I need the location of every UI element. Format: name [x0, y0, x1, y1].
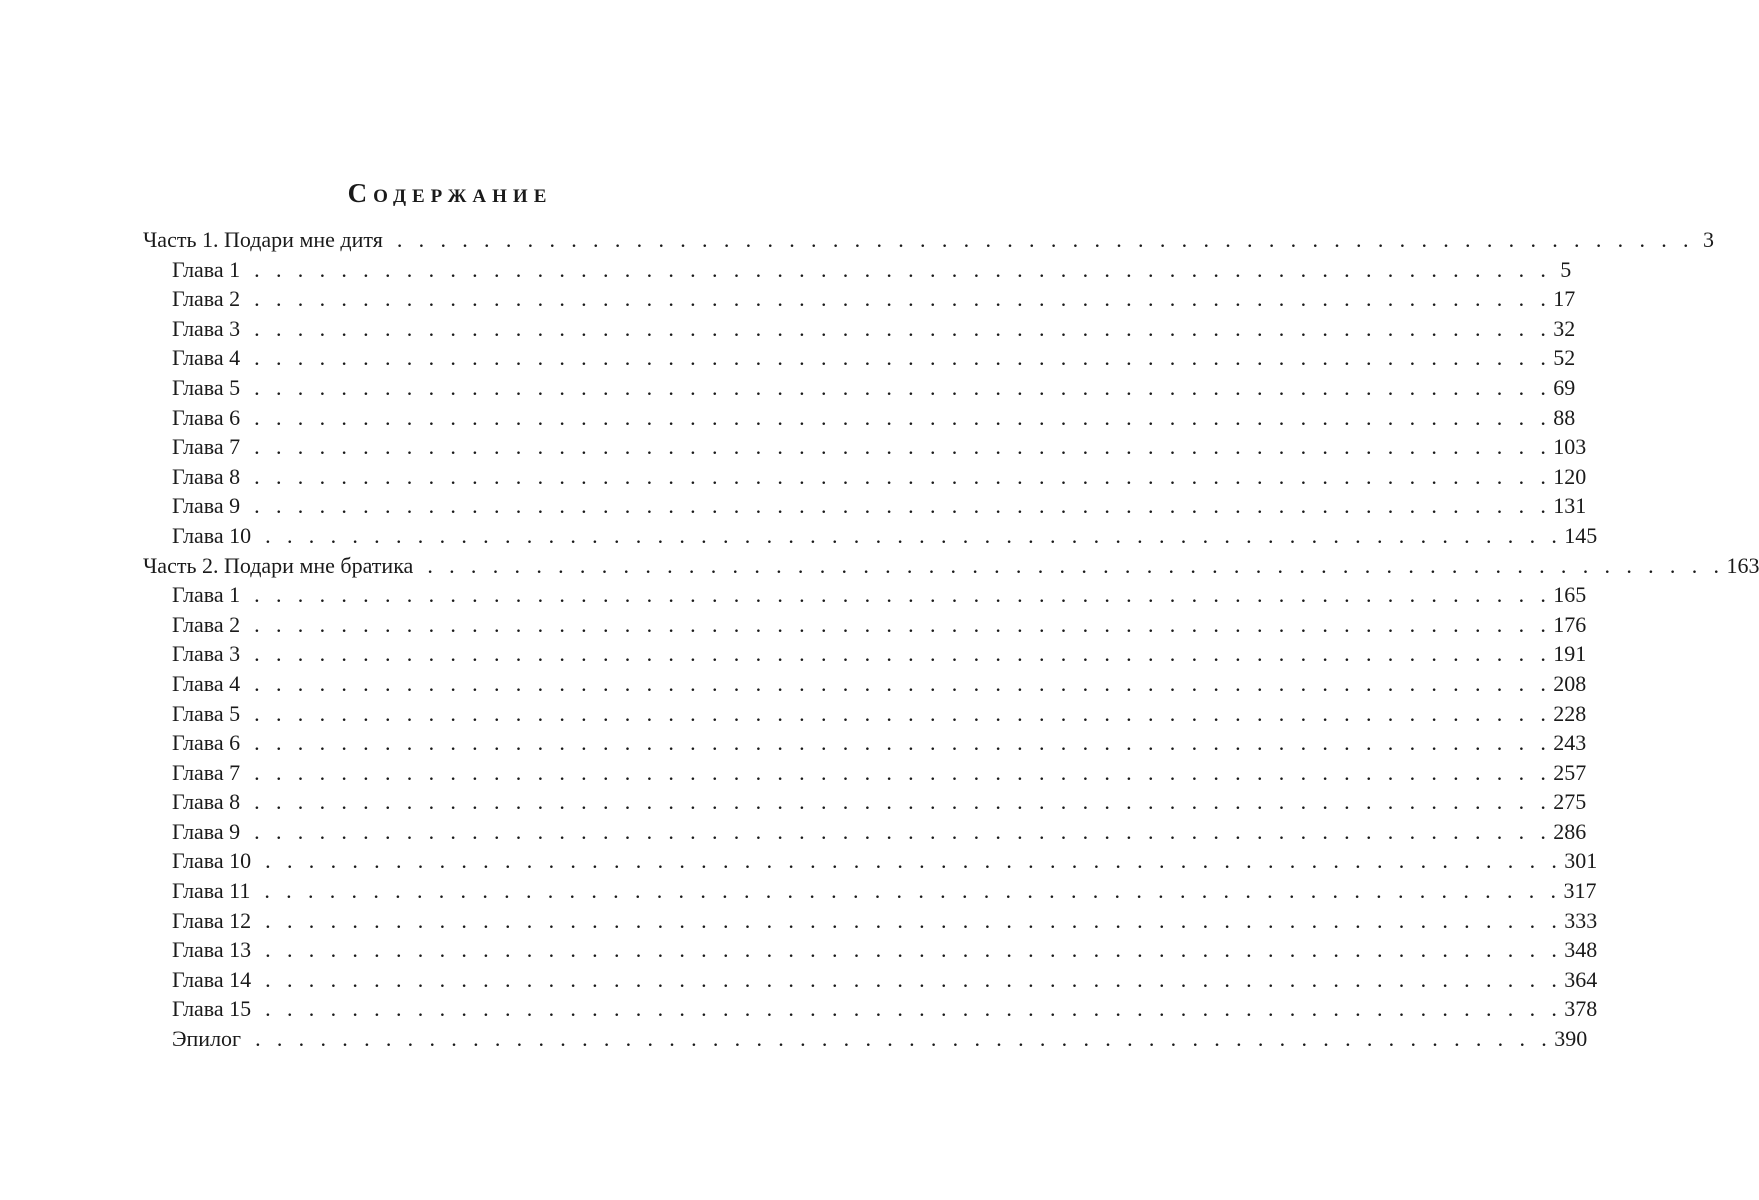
dot-leader: . . . . . . . . . . . . . . . . . . . . . . . . . . . . . . . . . . . . . . . . . . . . . . . . . . . . . . . . . . . .: [254, 582, 1552, 608]
toc-entry-label: Глава 8: [172, 789, 241, 815]
toc-chapter-entry[interactable]: [143, 758, 1587, 788]
toc-entry-label: Глава 1: [172, 256, 241, 282]
toc-chapter-entry[interactable]: [143, 846, 1598, 876]
toc-entry-label: Глава 9: [172, 818, 241, 844]
dot-leader: . . . . . . . . . . . . . . . . . . . . . . . . . . . . . . . . . . . . . . . . . . . . . . . . . . . . . . . . . . . .: [254, 345, 1552, 371]
toc-chapter-entry[interactable]: [143, 403, 1576, 433]
toc-chapter-entry[interactable]: [143, 965, 1598, 995]
toc-entry-label: Глава 12: [172, 907, 252, 933]
toc-chapter-entry[interactable]: [143, 994, 1598, 1024]
toc-page-number: 165: [1553, 582, 1587, 608]
toc-chapter-entry[interactable]: [143, 906, 1598, 936]
toc-entry-label: Глава 11: [172, 878, 251, 904]
dot-leader: . . . . . . . . . . . . . . . . . . . . . . . . . . . . . . . . . . . . . . . . . . . . . . . . . . . . . . . . . . . .: [396, 227, 1694, 252]
dot-leader: . . . . . . . . . . . . . . . . . . . . . . . . . . . . . . . . . . . . . . . . . . . . . . . . . . . . . . . . . . . .: [254, 493, 1552, 519]
toc-page-number: 176: [1553, 611, 1587, 637]
toc-entry-label: Глава 1: [172, 582, 241, 608]
toc-entry-label: Глава 14: [172, 966, 252, 992]
toc-page-number: 163: [1726, 552, 1759, 578]
dot-leader: . . . . . . . . . . . . . . . . . . . . . . . . . . . . . . . . . . . . . . . . . . . . . . . . . . . . . . . . . . . .: [254, 759, 1552, 785]
dot-leader: . . . . . . . . . . . . . . . . . . . . . . . . . . . . . . . . . . . . . . . . . . . . . . . . . . . . . . . . . . . .: [254, 818, 1552, 844]
dot-leader: . . . . . . . . . . . . . . . . . . . . . . . . . . . . . . . . . . . . . . . . . . . . . . . . . . . . . . . . . . . .: [254, 641, 1552, 667]
toc-page-number: 333: [1564, 907, 1598, 933]
toc-chapter-entry[interactable]: [143, 935, 1598, 965]
toc-chapter-entry[interactable]: [143, 699, 1587, 729]
toc-page-number: 390: [1554, 1026, 1588, 1052]
toc-entry-label: Глава 6: [172, 404, 241, 430]
toc-chapter-entry[interactable]: [143, 787, 1587, 817]
toc-page-number: 257: [1553, 759, 1587, 785]
toc-page-number: 275: [1553, 789, 1587, 815]
dot-leader: . . . . . . . . . . . . . . . . . . . . . . . . . . . . . . . . . . . . . . . . . . . . . . . . . . . . . . . . . . . .: [254, 730, 1552, 756]
toc-entry-label: Глава 4: [172, 670, 241, 696]
toc-entry-label: Глава 13: [172, 937, 252, 963]
dot-leader: . . . . . . . . . . . . . . . . . . . . . . . . . . . . . . . . . . . . . . . . . . . . . . . . . . . . . . . . . . . .: [254, 374, 1552, 400]
toc-chapter-entry[interactable]: [143, 432, 1587, 462]
toc-entry-label: Глава 15: [172, 996, 252, 1022]
toc-entry-label: Глава 8: [172, 463, 241, 489]
toc-page-number: 3: [1702, 227, 1714, 252]
dot-leader: . . . . . . . . . . . . . . . . . . . . . . . . . . . . . . . . . . . . . . . . . . . . . . . . . . . . . . . . . . . .: [265, 937, 1563, 963]
toc-page-number: 191: [1553, 641, 1587, 667]
toc-entry-label: Глава 5: [172, 374, 241, 400]
toc-page-number: 17: [1553, 286, 1576, 312]
toc-chapter-entry[interactable]: [143, 491, 1587, 521]
toc-chapter-entry[interactable]: [143, 462, 1587, 492]
toc-page-number: 317: [1563, 878, 1597, 904]
toc-entry-label: Глава 4: [172, 345, 241, 371]
toc-chapter-entry[interactable]: [143, 521, 1598, 551]
toc-entry-label: Глава 10: [172, 522, 252, 548]
dot-leader: . . . . . . . . . . . . . . . . . . . . . . . . . . . . . . . . . . . . . . . . . . . . . . . . . . . . . . . . . . . .: [254, 286, 1552, 312]
toc-page-number: 103: [1553, 434, 1587, 460]
toc-entry-label: Часть 2. Подари мне братика: [143, 552, 414, 578]
dot-leader: . . . . . . . . . . . . . . . . . . . . . . . . . . . . . . . . . . . . . . . . . . . . . . . . . . . . . . . . . . . .: [254, 434, 1552, 460]
toc-chapter-entry[interactable]: [143, 580, 1587, 610]
toc-page-number: 145: [1564, 522, 1598, 548]
toc-entry-label: Глава 7: [172, 434, 241, 460]
toc-page-number: 243: [1553, 730, 1587, 756]
toc-page-number: 208: [1553, 670, 1587, 696]
toc-entry-label: Часть 1. Подари мне дитя: [143, 227, 383, 252]
toc-page-number: 131: [1553, 493, 1587, 519]
dot-leader: . . . . . . . . . . . . . . . . . . . . . . . . . . . . . . . . . . . . . . . . . . . . . . . . . . . . . . . . . . . .: [265, 848, 1563, 874]
toc-chapter-entry[interactable]: [143, 314, 1576, 344]
toc-entry-label: Глава 10: [172, 848, 252, 874]
toc-chapter-entry[interactable]: [143, 343, 1576, 373]
dot-leader: . . . . . . . . . . . . . . . . . . . . . . . . . . . . . . . . . . . . . . . . . . . . . . . . . . . . . . . . . . . .: [254, 463, 1552, 489]
dot-leader: . . . . . . . . . . . . . . . . . . . . . . . . . . . . . . . . . . . . . . . . . . . . . . . . . . . . . . . . . . . .: [255, 1026, 1553, 1052]
toc-part-entry[interactable]: [143, 551, 1759, 581]
toc-page-number: 88: [1553, 404, 1576, 430]
toc-entry-label: Глава 7: [172, 759, 241, 785]
toc-chapter-entry[interactable]: [143, 728, 1587, 758]
toc-page-number: 69: [1553, 374, 1576, 400]
toc-chapter-entry[interactable]: [143, 284, 1576, 314]
toc-chapter-entry[interactable]: [143, 817, 1587, 847]
toc-page-number: 52: [1553, 345, 1576, 371]
dot-leader: . . . . . . . . . . . . . . . . . . . . . . . . . . . . . . . . . . . . . . . . . . . . . . . . . . . . . . . . . . . .: [254, 256, 1552, 282]
toc-chapter-entry[interactable]: [143, 669, 1587, 699]
toc-entry-label: Глава 6: [172, 730, 241, 756]
dot-leader: . . . . . . . . . . . . . . . . . . . . . . . . . . . . . . . . . . . . . . . . . . . . . . . . . . . . . . . . . . . .: [254, 789, 1552, 815]
dot-leader: . . . . . . . . . . . . . . . . . . . . . . . . . . . . . . . . . . . . . . . . . . . . . . . . . . . . . . . . . . . .: [254, 700, 1552, 726]
toc-chapter-entry[interactable]: [143, 1024, 1588, 1054]
toc-chapter-entry[interactable]: [143, 610, 1587, 640]
toc-entry-label: Глава 3: [172, 641, 241, 667]
dot-leader: . . . . . . . . . . . . . . . . . . . . . . . . . . . . . . . . . . . . . . . . . . . . . . . . . . . . . . . . . . . .: [265, 907, 1563, 933]
toc-chapter-entry[interactable]: [143, 373, 1576, 403]
toc-chapter-entry[interactable]: [143, 255, 1572, 285]
dot-leader: . . . . . . . . . . . . . . . . . . . . . . . . . . . . . . . . . . . . . . . . . . . . . . . . . . . . . . . . . . . .: [427, 552, 1725, 578]
toc-entry-label: Глава 5: [172, 700, 241, 726]
toc-page-number: 32: [1553, 315, 1576, 341]
toc-entry-label: Глава 2: [172, 286, 241, 312]
dot-leader: . . . . . . . . . . . . . . . . . . . . . . . . . . . . . . . . . . . . . . . . . . . . . . . . . . . . . . . . . . . .: [265, 996, 1563, 1022]
toc-page-number: 120: [1553, 463, 1587, 489]
toc-entry-label: Глава 3: [172, 315, 241, 341]
dot-leader: . . . . . . . . . . . . . . . . . . . . . . . . . . . . . . . . . . . . . . . . . . . . . . . . . . . . . . . . . . . .: [264, 878, 1562, 904]
dot-leader: . . . . . . . . . . . . . . . . . . . . . . . . . . . . . . . . . . . . . . . . . . . . . . . . . . . . . . . . . . . .: [254, 404, 1552, 430]
toc-page-number: 5: [1560, 256, 1572, 282]
dot-leader: . . . . . . . . . . . . . . . . . . . . . . . . . . . . . . . . . . . . . . . . . . . . . . . . . . . . . . . . . . . .: [265, 966, 1563, 992]
toc-entry-label: Глава 2: [172, 611, 241, 637]
dot-leader: . . . . . . . . . . . . . . . . . . . . . . . . . . . . . . . . . . . . . . . . . . . . . . . . . . . . . . . . . . . .: [254, 611, 1552, 637]
toc-part-entry[interactable]: [143, 225, 1714, 255]
dot-leader: . . . . . . . . . . . . . . . . . . . . . . . . . . . . . . . . . . . . . . . . . . . . . . . . . . . . . . . . . . . .: [254, 670, 1552, 696]
toc-entry-label: Глава 9: [172, 493, 241, 519]
dot-leader: . . . . . . . . . . . . . . . . . . . . . . . . . . . . . . . . . . . . . . . . . . . . . . . . . . . . . . . . . . . .: [254, 315, 1552, 341]
toc-entry-label: Эпилог: [172, 1026, 242, 1052]
toc-chapter-entry[interactable]: [143, 639, 1587, 669]
table-of-contents: [143, 225, 1759, 1054]
dot-leader: . . . . . . . . . . . . . . . . . . . . . . . . . . . . . . . . . . . . . . . . . . . . . . . . . . . . . . . . . . . .: [265, 522, 1563, 548]
toc-page-number: 286: [1553, 818, 1587, 844]
toc-page-number: 348: [1564, 937, 1598, 963]
toc-page-number: 301: [1564, 848, 1598, 874]
toc-page-number: 378: [1564, 996, 1598, 1022]
toc-page-number: 364: [1564, 966, 1598, 992]
toc-page-number: 228: [1553, 700, 1587, 726]
page-title: Содержание: [347, 178, 553, 209]
toc-chapter-entry[interactable]: [143, 876, 1597, 906]
